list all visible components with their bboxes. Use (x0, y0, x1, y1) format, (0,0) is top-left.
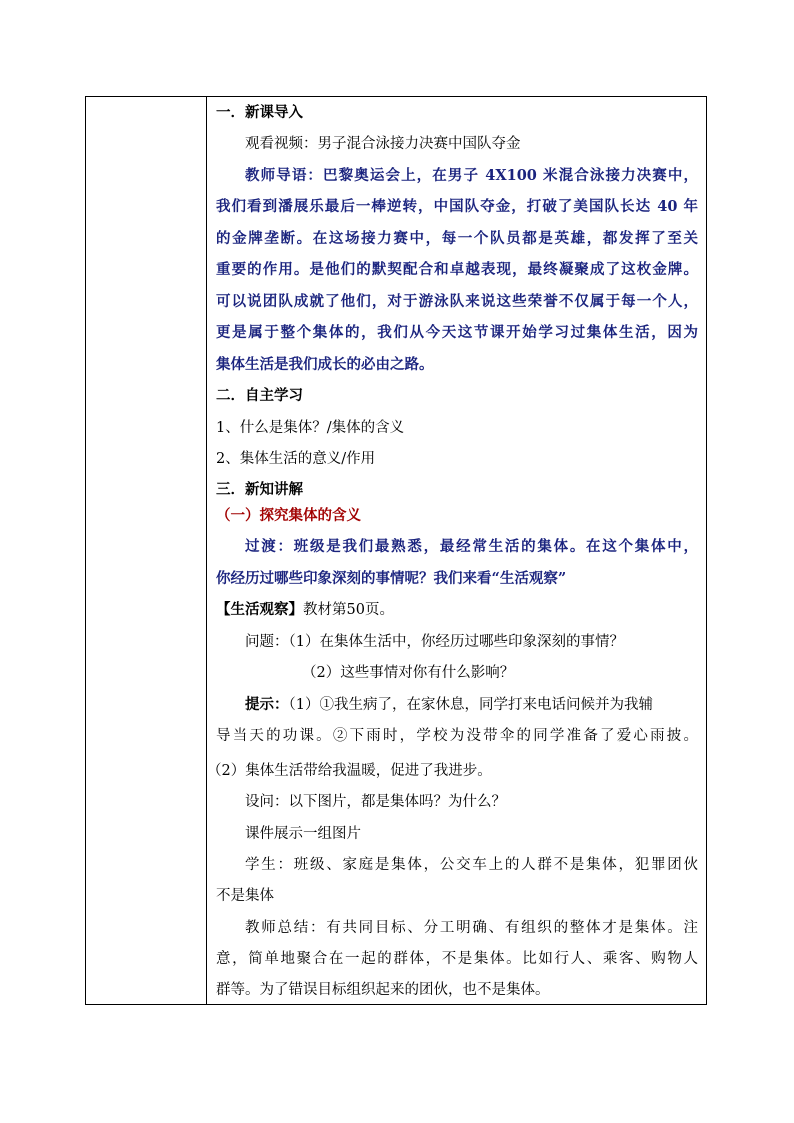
hint-line-2: 导当天的功课。②下雨时，学校为没带伞的同学准备了爱心雨披。 (216, 728, 698, 744)
teacher-intro-line-2: 我们看到潘展乐最后一棒逆转，中国队夺金，打破了美国队长达 40 年 (216, 198, 698, 215)
question-line-1: 问题：（1）在集体生活中，你经历过哪些印象深刻的事情？ (245, 634, 624, 650)
summary-line-3: 群等。为了错误目标组织起来的团伙，也不是集体。 (216, 982, 550, 998)
student-line-1: 学生：班级、家庭是集体，公交车上的人群不是集体，犯罪团伙 (245, 857, 698, 873)
self-study-question-2: 2、集体生活的意义/作用 (216, 451, 376, 467)
ask-line: 设问：以下图片，都是集体吗？为什么？ (245, 794, 506, 810)
student-line-2: 不是集体 (216, 888, 274, 904)
observation-line (216, 600, 394, 620)
teacher-intro-line-6: 更是属于整个集体的，我们从今天这节课开始学习过集体生活，因为 (216, 324, 698, 341)
teacher-intro-line-4: 重要的作用。是他们的默契配合和卓越表现，最终凝聚成了这枚金牌。 (216, 261, 698, 278)
lesson-table (85, 96, 707, 1005)
transition-line-2: 你经历过哪些印象深刻的事情呢？我们来看“生活观察” (216, 570, 567, 587)
summary-line-1: 教师总结：有共同目标、分工明确、有组织的整体才是集体。注 (245, 920, 698, 936)
observation-text: 教材第50页。 (303, 602, 394, 618)
hint-label: 提示： (245, 696, 289, 713)
teacher-intro-line-3: 的金牌垄断。在这场接力赛中，每一个队员都是英雄，都发挥了至关 (216, 230, 698, 247)
show-images-line: 课件展示一组图片 (245, 826, 361, 842)
question-line-2: （2）这些事情对你有什么影响？ (302, 665, 515, 681)
hint-text-1: （1）①我生病了，在家休息，同学打来电话问候并为我辅 (288, 697, 653, 713)
teacher-intro-line-7: 集体生活是我们成长的必由之路。 (216, 356, 434, 373)
video-line: 观看视频：男子混合泳接力决赛中国队夺金 (245, 136, 521, 152)
content-cell (207, 97, 706, 1004)
summary-line-2: 意，简单地聚合在一起的群体，不是集体。比如行人、乘客、购物人 (216, 951, 698, 967)
self-study-question-1: 1、什么是集体？/集体的含义 (216, 420, 405, 436)
subheading-explore-collective: （一）探究集体的含义 (216, 507, 361, 524)
hint-line-1 (245, 695, 698, 715)
teacher-intro-line-1: 教师导语：巴黎奥运会上，在男子 4X100 米混合泳接力决赛中， (245, 167, 698, 184)
left-column-cell (86, 97, 207, 1004)
transition-line-1: 过渡：班级是我们最熟悉，最经常生活的集体。在这个集体中， (245, 538, 698, 555)
hint-line-3: （2）集体生活带给我温暖，促进了我进步。 (207, 763, 492, 779)
teacher-intro-line-5: 可以说团队成就了他们，对于游泳队来说这些荣誉不仅属于每一个人， (216, 293, 698, 310)
heading-new-lesson: 一．新课导入 (216, 104, 303, 121)
heading-new-knowledge: 三．新知讲解 (216, 481, 303, 498)
heading-self-study: 二．自主学习 (216, 387, 303, 404)
observation-label: 【生活观察】 (216, 601, 303, 618)
